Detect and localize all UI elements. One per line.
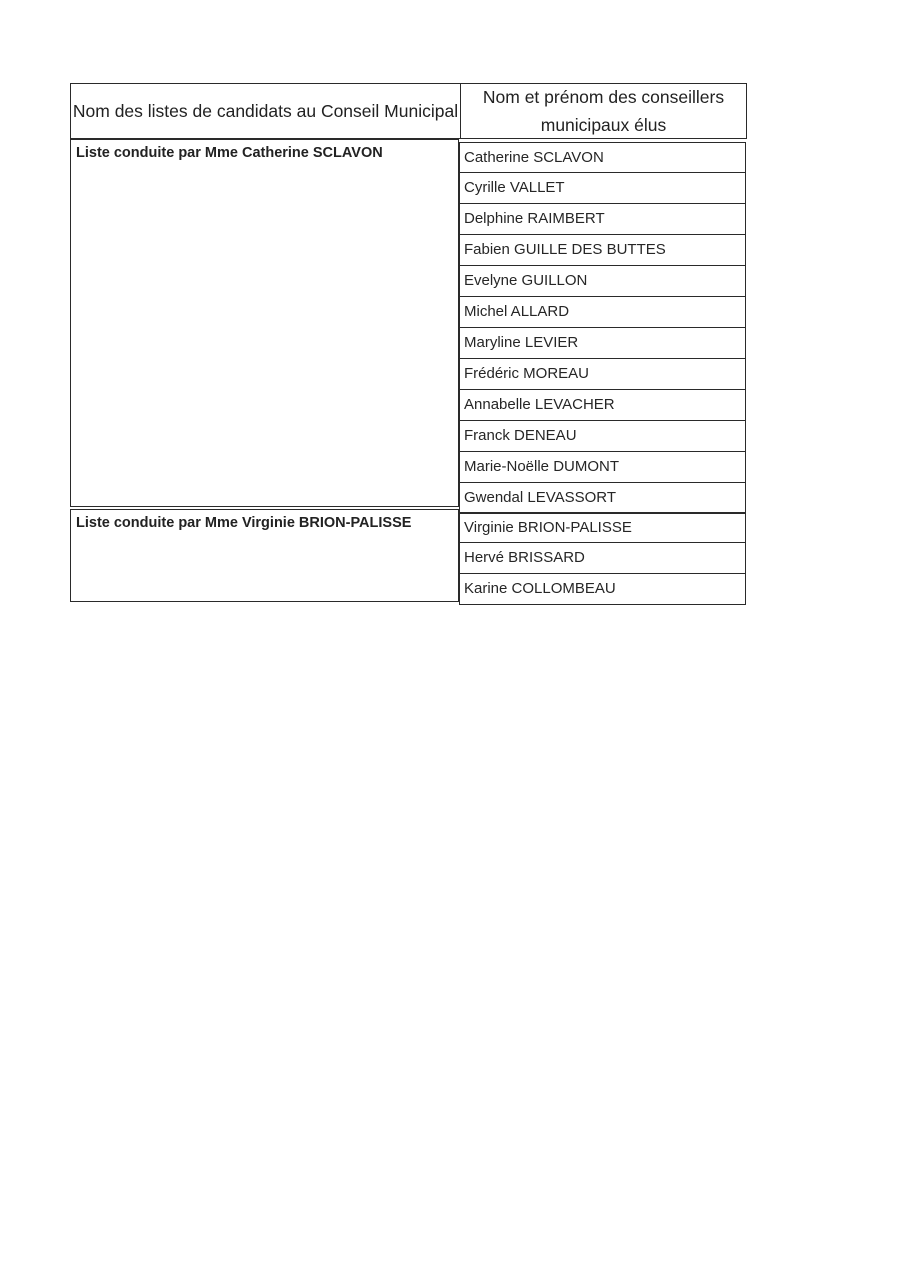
member-cell: Delphine RAIMBERT [459, 204, 746, 235]
member-cell: Michel ALLARD [459, 297, 746, 328]
member-cell: Evelyne GUILLON [459, 266, 746, 297]
member-cell: Maryline LEVIER [459, 328, 746, 359]
member-cell: Catherine SCLAVON [459, 142, 746, 173]
list-name-cell [70, 509, 459, 602]
list-name: Liste conduite par Mme Catherine SCLAVON [76, 145, 383, 161]
header-members-label: Nom et prénom des conseillers municipaux élus [482, 87, 725, 135]
member-cell: Cyrille VALLET [459, 173, 746, 204]
member-cell: Virginie BRION-PALISSE [459, 512, 746, 543]
list-name: Liste conduite par Mme Virginie BRION-PALISSE [76, 515, 412, 531]
member-cell: Franck DENEAU [459, 421, 746, 452]
member-cell: Marie-Noëlle DUMONT [459, 452, 746, 483]
member-cell: Fabien GUILLE DES BUTTES [459, 235, 746, 266]
header-members [460, 83, 747, 139]
member-cell: Annabelle LEVACHER [459, 390, 746, 421]
member-cell: Karine COLLOMBEAU [459, 574, 746, 605]
member-group [459, 512, 746, 605]
header-lists-label: Nom des listes de candidats au Conseil Municipal [72, 101, 459, 121]
member-group [459, 142, 746, 514]
member-cell: Frédéric MOREAU [459, 359, 746, 390]
list-name-cell [70, 139, 459, 507]
member-cell: Hervé BRISSARD [459, 543, 746, 574]
header-lists [70, 83, 461, 139]
member-cell: Gwendal LEVASSORT [459, 483, 746, 514]
